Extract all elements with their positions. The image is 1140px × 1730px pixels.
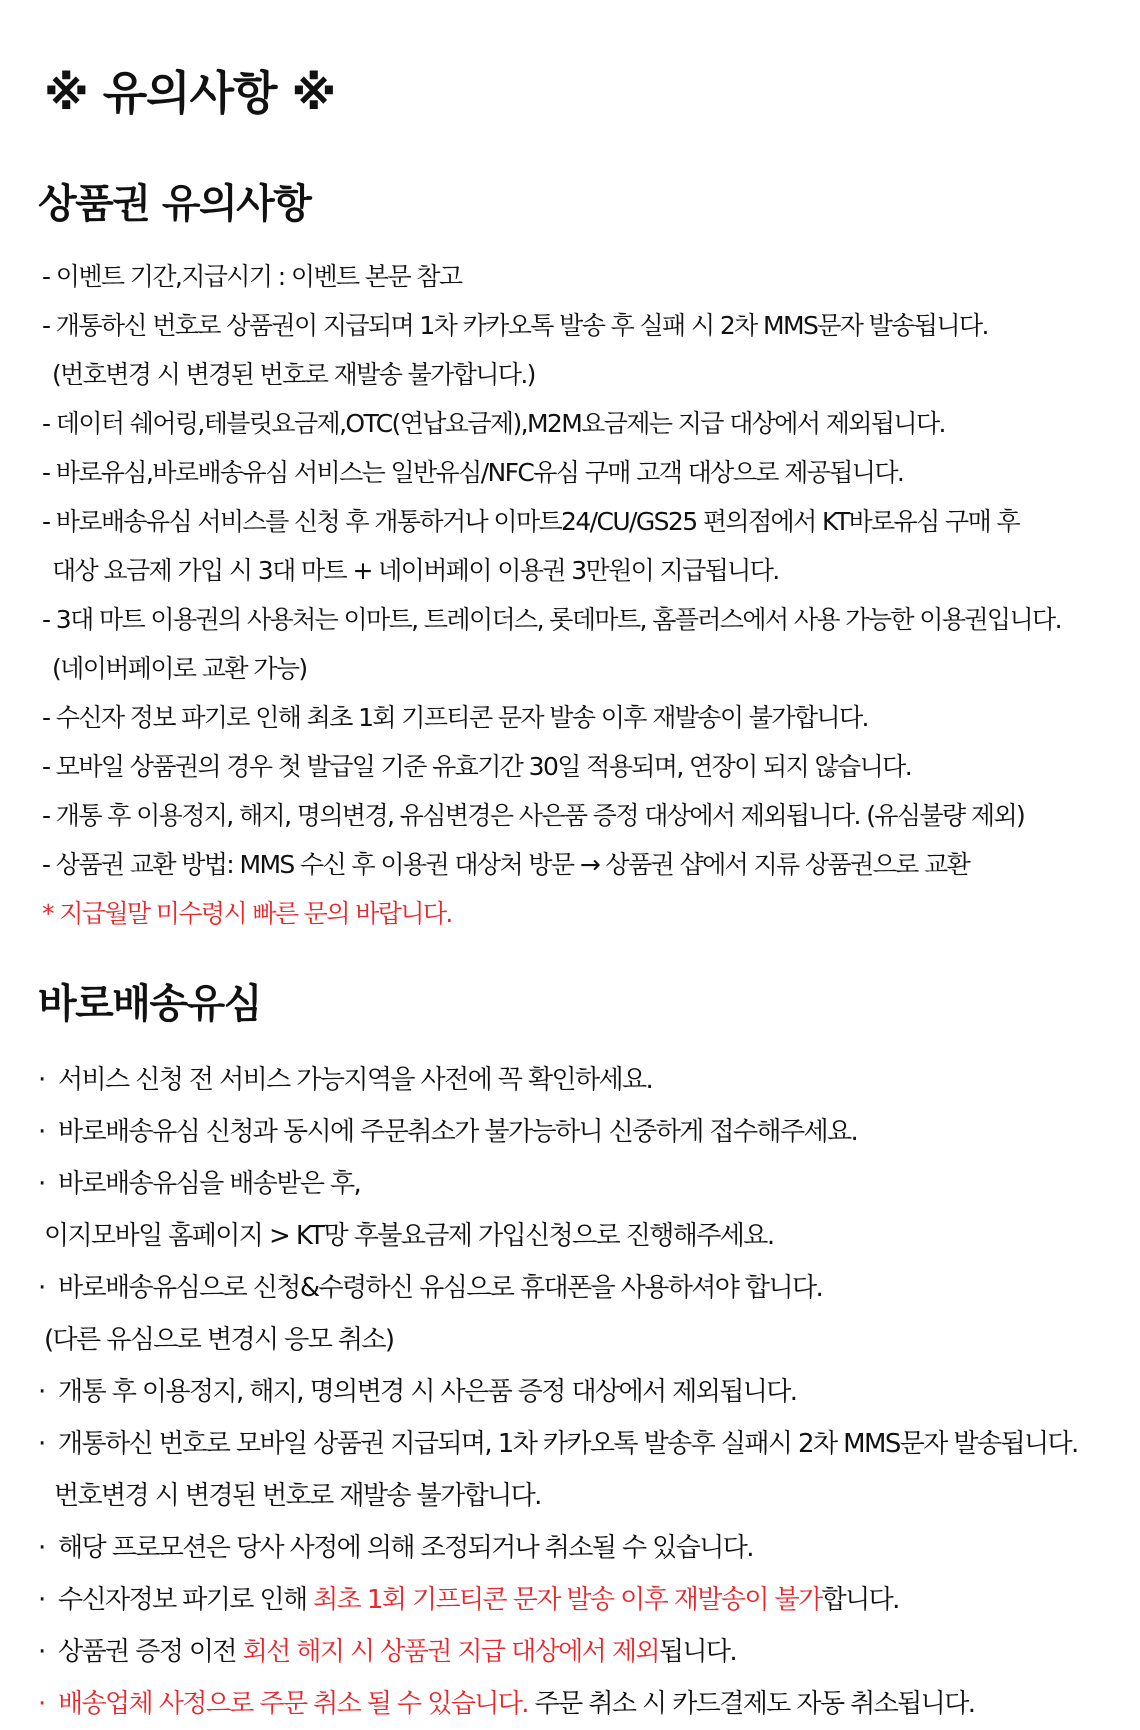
bullet: · (38, 1533, 45, 1563)
list-item: - 바로유심,바로배송유심 서비스는 일반유심/NFC유심 구매 고객 대상으로 제공됩니다. (42, 458, 904, 487)
gift-card-notice-list (38, 252, 1140, 938)
bullet: · (38, 1377, 45, 1407)
list-item: - 바로배송유심 서비스를 신청 후 개통하거나 이마트24/CU/GS25 편의점에서 KT바로유심 구매 후 (42, 507, 1020, 536)
red-notice: * 지급월말 미수령시 빠른 문의 바랍니다. (42, 899, 452, 928)
list-item: · 상품권 증정 이전 회선 해지 시 상품권 지급 대상에서 제외됩니다. (38, 1626, 1140, 1678)
list-item: - 개통하신 번호로 상품권이 지급되며 1차 카카오톡 발송 후 실패 시 2차 MMS문자 발송됩니다. (42, 311, 988, 340)
bullet: · (38, 1429, 45, 1459)
bullet: · (38, 1273, 45, 1303)
bullet: · (38, 1065, 45, 1095)
list-item: · 배송업체 사정으로 주문 취소 될 수 있습니다. 주문 취소 시 카드결제도 자동 취소됩니다. (38, 1678, 1140, 1730)
direct-delivery-usim-title: 바로배송유심 (38, 981, 261, 1027)
list-item: - 3대 마트 이용권의 사용처는 이마트, 트레이더스, 롯데마트, 홈플러스에서 사용 가능한 이용권입니다. (42, 605, 1061, 634)
bullet: · (38, 1689, 45, 1719)
list-item: · 바로배송유심으로 신청&수령하신 유심으로 휴대폰을 사용하셔야 합니다. (38, 1262, 1140, 1314)
bullet: · (38, 1169, 45, 1199)
highlight-text: 배송업체 사정으로 주문 취소 될 수 있습니다. (58, 1689, 528, 1719)
list-item: - 데이터 쉐어링,테블릿요금제,OTC(연납요금제),M2M요금제는 지급 대상에서 제외됩니다. (42, 409, 945, 438)
bullet: · (38, 1585, 45, 1615)
highlight-text: 최초 1회 기프티콘 문자 발송 이후 재발송이 불가 (313, 1585, 822, 1615)
list-item: - 상품권 교환 방법: MMS 수신 후 이용권 대상처 방문 → 상품권 샵에서 지류 상품권으로 교환 (42, 850, 970, 879)
page-title: ※ 유의사항 ※ (44, 66, 336, 120)
highlight-text: 회선 해지 시 상품권 지급 대상에서 제외 (242, 1637, 659, 1667)
list-item: - 개통 후 이용정지, 해지, 명의변경, 유심변경은 사은품 증정 대상에서 제외됩니다. (유심불량 제외) (42, 801, 1025, 830)
list-item: (네이버페이로 교환 가능) (52, 654, 307, 683)
list-item: · 바로배송유심을 배송받은 후, (38, 1158, 1140, 1210)
list-item: · 바로배송유심 신청과 동시에 주문취소가 불가능하니 신중하게 접수해주세요. (38, 1106, 1140, 1158)
list-item: - 이벤트 기간,지급시기 : 이벤트 본문 참고 (42, 262, 462, 291)
bullet: · (38, 1117, 45, 1147)
direct-delivery-usim-list (38, 1054, 1140, 1730)
list-item: · 서비스 신청 전 서비스 가능지역을 사전에 꼭 확인하세요. (38, 1054, 1140, 1106)
list-item: · 개통하신 번호로 모바일 상품권 지급되며, 1차 카카오톡 발송후 실패시 2차 MMS문자 발송됩니다. (38, 1418, 1140, 1470)
list-item: 이지모바일 홈페이지 > KT망 후불요금제 가입신청으로 진행해주세요. (44, 1221, 774, 1251)
list-item: · 수신자정보 파기로 인해 최초 1회 기프티콘 문자 발송 이후 재발송이 불가합니다. (38, 1574, 1140, 1626)
list-item: · 개통 후 이용정지, 해지, 명의변경 시 사은품 증정 대상에서 제외됩니다. (38, 1366, 1140, 1418)
list-item: (다른 유심으로 변경시 응모 취소) (44, 1325, 394, 1355)
bullet: · (38, 1637, 45, 1667)
list-item: - 모바일 상품권의 경우 첫 발급일 기준 유효기간 30일 적용되며, 연장이 되지 않습니다. (42, 752, 912, 781)
list-item: - 수신자 정보 파기로 인해 최초 1회 기프티콘 문자 발송 이후 재발송이 불가합니다. (42, 703, 868, 732)
list-item: (번호변경 시 변경된 번호로 재발송 불가합니다.) (52, 360, 535, 389)
gift-card-notice-title: 상품권 유의사항 (38, 181, 311, 227)
list-item: · 해당 프로모션은 당사 사정에 의해 조정되거나 취소될 수 있습니다. (38, 1522, 1140, 1574)
list-item: 번호변경 시 변경된 번호로 재발송 불가합니다. (54, 1481, 541, 1511)
list-item: 대상 요금제 가입 시 3대 마트 + 네이버페이 이용권 3만원이 지급됩니다. (52, 556, 779, 585)
